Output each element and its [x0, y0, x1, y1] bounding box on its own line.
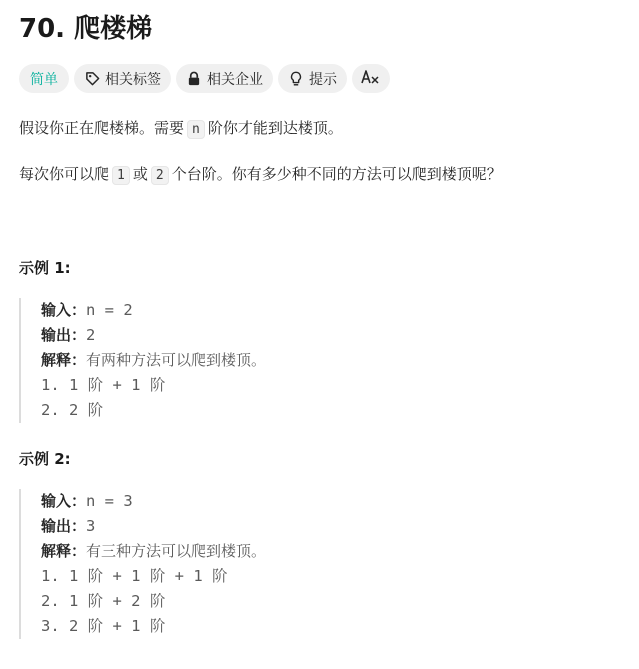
related-tags-label: 相关标签	[105, 71, 161, 88]
explanation-text: 有三种方法可以爬到楼顶。	[86, 542, 267, 560]
lock-icon	[186, 71, 202, 87]
example-2-output	[41, 514, 601, 539]
related-companies-button[interactable]	[176, 64, 273, 93]
inline-code-1: 1	[112, 166, 130, 185]
example-1-block	[19, 298, 601, 423]
example-1-explanation	[41, 348, 601, 373]
example-1-step-2: 2. 2 阶	[41, 401, 104, 419]
output-value: 3	[86, 517, 96, 535]
example-2-block	[19, 489, 601, 639]
hint-label: 提示	[309, 71, 337, 88]
input-value: n = 2	[86, 301, 133, 319]
inline-code-2: 2	[151, 166, 169, 185]
problem-title: 70. 爬楼梯	[19, 14, 153, 44]
hint-button[interactable]	[278, 64, 347, 93]
related-tags-button[interactable]	[74, 64, 171, 93]
output-label: 输出：	[41, 517, 87, 535]
translate-button[interactable]	[352, 64, 390, 93]
output-value: 2	[86, 326, 96, 344]
explanation-label: 解释：	[41, 542, 87, 560]
input-label: 输入：	[41, 301, 87, 319]
example-2-step-2: 2. 1 阶 + 2 阶	[41, 592, 166, 610]
inline-code-n: n	[187, 120, 205, 139]
p1-text-before: 假设你正在爬楼梯。需要	[19, 119, 185, 137]
difficulty-label: 简单	[30, 71, 58, 88]
example-2-explanation	[41, 539, 601, 564]
tag-bar	[19, 64, 390, 93]
p2-text-2: 或	[132, 165, 148, 183]
explanation-label: 解释：	[41, 351, 87, 369]
example-1-step-1: 1. 1 阶 + 1 阶	[41, 376, 166, 394]
translate-icon	[361, 69, 381, 89]
example-2-step-3: 3. 2 阶 + 1 阶	[41, 617, 166, 635]
lightbulb-icon	[288, 71, 304, 87]
example-1-output	[41, 323, 601, 348]
p2-text-3: 个台阶。你有多少种不同的方法可以爬到楼顶呢？	[171, 165, 502, 183]
tag-icon	[84, 71, 100, 87]
description-paragraph-2	[19, 162, 502, 188]
input-label: 输入：	[41, 492, 87, 510]
example-2-input	[41, 489, 601, 514]
p2-text-1: 每次你可以爬	[19, 165, 110, 183]
explanation-text: 有两种方法可以爬到楼顶。	[86, 351, 267, 369]
description-paragraph-1	[19, 116, 343, 142]
example-1-title: 示例 1:	[19, 259, 71, 277]
related-companies-label: 相关企业	[207, 71, 263, 88]
output-label: 输出：	[41, 326, 87, 344]
p1-text-after: 阶你才能到达楼顶。	[207, 119, 343, 137]
example-2-title: 示例 2:	[19, 450, 71, 468]
input-value: n = 3	[86, 492, 133, 510]
example-2-step-1: 1. 1 阶 + 1 阶 + 1 阶	[41, 567, 228, 585]
difficulty-badge	[19, 64, 69, 93]
example-1-input	[41, 298, 601, 323]
